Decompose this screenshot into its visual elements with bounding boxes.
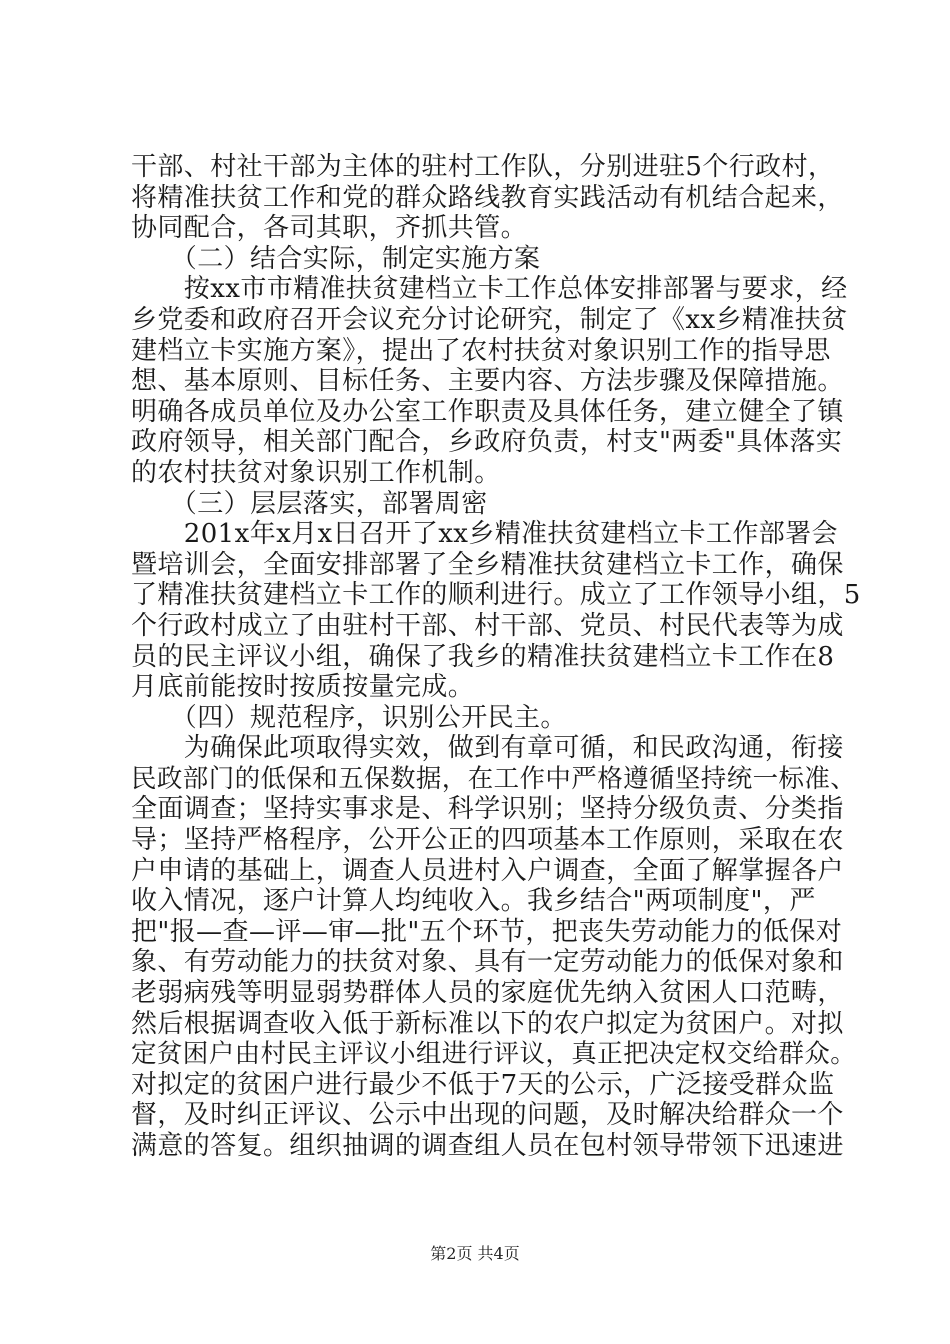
text-line: 象、有劳动能力的扶贫对象、具有一定劳动能力的低保对象和 [131, 947, 844, 978]
text-line: 了精准扶贫建档立卡工作的顺利进行。成立了工作领导小组，5 [131, 580, 861, 611]
text-line: 民政部门的低保和五保数据，在工作中严格遵循坚持统一标准、 [131, 763, 857, 794]
text-line: 按xx市市精准扶贫建档立卡工作总体安排部署与要求，经 [131, 274, 848, 305]
document-body [131, 152, 861, 1162]
text-line: 想、基本原则、目标任务、主要内容、方法步骤及保障措施。 [131, 366, 844, 397]
text-line: （二）结合实际，制定实施方案 [131, 243, 541, 274]
text-line: 的农村扶贫对象识别工作机制。 [131, 457, 501, 488]
text-line: 满意的答复。组织抽调的调查组人员在包村领导带领下迅速进 [131, 1131, 844, 1161]
text-line: 干部、村社干部为主体的驻村工作队，分别进驻5个行政村， [131, 152, 835, 182]
text-line: 月底前能按时按质按量完成。 [131, 672, 475, 703]
text-line: 协同配合，各司其职，齐抓共管。 [131, 213, 528, 244]
text-line: 定贫困户由村民主评议小组进行评议，真正把决定权交给群众。 [131, 1039, 857, 1070]
text-line: 政府领导，相关部门配合，乡政府负责，村支"两委"具体落实 [131, 427, 843, 458]
text-line: 老弱病残等明显弱势群体人员的家庭优先纳入贫困人口范畴， [131, 978, 844, 1009]
text-line: 员的民主评议小组，确保了我乡的精准扶贫建档立卡工作在8 [131, 641, 835, 672]
text-line: 全面调查；坚持实事求是、科学识别；坚持分级负责、分类指 [131, 794, 844, 825]
text-line: （三）层层落实，部署周密 [131, 488, 488, 519]
text-line: 为确保此项取得实效，做到有章可循，和民政沟通，衔接 [131, 733, 844, 764]
text-line: 导；坚持严格程序，公开公正的四项基本工作原则，采取在农 [131, 825, 844, 856]
text-line: 将精准扶贫工作和党的群众路线教育实践活动有机结合起来， [131, 182, 844, 213]
text-line: 个行政村成立了由驻村干部、村干部、党员、村民代表等为成 [131, 610, 844, 641]
text-line: 明确各成员单位及办公室工作职责及具体任务，建立健全了镇 [131, 396, 844, 427]
text-line: 暨培训会，全面安排部署了全乡精准扶贫建档立卡工作，确保 [131, 549, 844, 580]
text-line: 把"报—查—评—审—批"五个环节，把丧失劳动能力的低保对 [131, 916, 843, 947]
text-line: 对拟定的贫困户进行最少不低于7天的公示，广泛接受群众监 [131, 1069, 835, 1100]
text-line: 户申请的基础上，调查人员进村入户调查，全面了解掌握各户 [131, 855, 844, 886]
page-footer: 第2页 共4页 [430, 1244, 520, 1263]
text-line: （四）规范程序，识别公开民主。 [131, 702, 567, 733]
text-line: 督，及时纠正评议、公示中出现的问题，及时解决给群众一个 [131, 1100, 844, 1131]
text-line: 然后根据调查收入低于新标准以下的农户拟定为贫困户。对拟 [131, 1008, 844, 1039]
text-line: 乡党委和政府召开会议充分讨论研究，制定了《xx乡精准扶贫 [131, 304, 848, 335]
text-line: 收入情况，逐户计算人均纯收入。我乡结合"两项制度"，严 [131, 886, 816, 917]
text-line: 201x年x月x日召开了xx乡精准扶贫建档立卡工作部署会 [131, 519, 838, 550]
text-line: 建档立卡实施方案》，提出了农村扶贫对象识别工作的指导思 [131, 335, 831, 366]
